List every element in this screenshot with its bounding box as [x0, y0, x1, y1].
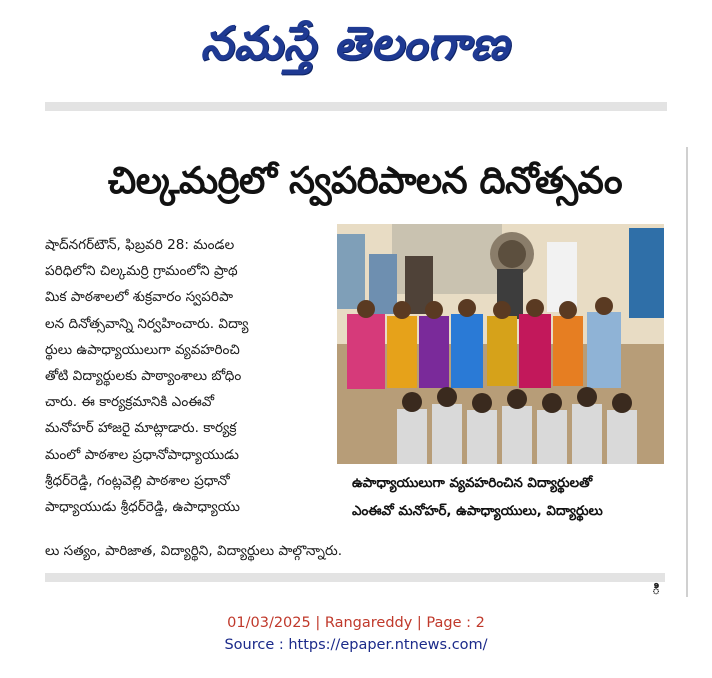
photo-caption	[352, 470, 674, 530]
body-line: షాద్‌నగర్‌టౌన్, ఫిబ్రవరి 28: మండల	[45, 237, 235, 253]
masthead	[0, 0, 712, 92]
footer	[0, 612, 712, 662]
footer-source-line: Source : https://epaper.ntnews.com/	[224, 637, 488, 653]
caption-line: ఉపాధ్యాయులుగా వ్యవహరించిన విద్యార్థులతో	[352, 476, 593, 491]
article-photo	[337, 224, 664, 464]
body-line: మనోహర్ హాజరై మాట్లాడారు. కార్యక్ర	[45, 420, 237, 437]
body-line: మంలో పాఠశాల ప్రధానోపాధ్యాయుడు	[45, 446, 239, 463]
footer-date-line: 01/03/2025 | Rangareddy | Page : 2	[227, 615, 485, 631]
newspaper-logo: నమస్తే తెలంగాణ	[200, 16, 510, 70]
top-divider	[45, 102, 667, 111]
body-line: శ్రీధర్‌రెడ్డి, గంట్లవెల్లి పాఠశాల ప్రధానో	[45, 472, 230, 489]
article-body-last-line: లు సత్యం, పారిజాత, విద్యార్థిని, విద్యార్థులు పాల్గొన్నారు.	[45, 543, 343, 559]
bottom-divider	[45, 573, 665, 582]
caption-line: ఎంఈవో మనోహర్, ఉపాధ్యాయులు, విద్యార్థులు	[352, 504, 603, 519]
article-body	[45, 232, 345, 515]
article-headline: చిల్కమర్రిలో స్వపరిపాలన దినోత్సవం	[107, 159, 623, 202]
body-line: మిక పాఠశాలలో శుక్రవారం స్వపరిపా	[45, 289, 233, 306]
group-photo-illustration	[337, 224, 664, 464]
body-line: చారు. ఈ కార్యక్రమానికి ఎంఈవో	[45, 394, 215, 411]
body-line: పరిధిలోని చిల్కమర్రి గ్రామంలోని ప్రాథ	[45, 263, 238, 280]
body-line: ర్థులు ఉపాధ్యాయులుగా వ్యవహరించి	[45, 341, 240, 358]
body-line: పాధ్యాయుడు శ్రీధర్‌రెడ్డి, ఉపాధ్యాయు	[45, 498, 240, 515]
column-divider	[686, 147, 688, 597]
body-line: లన దినోత్సవాన్ని నిర్వహించారు. విద్యా	[45, 315, 249, 332]
body-line: తోటి విద్యార్థులకు పాఠ్యాంశాలు బోధిం	[45, 367, 242, 384]
next-article-fragment: ి	[652, 582, 661, 598]
